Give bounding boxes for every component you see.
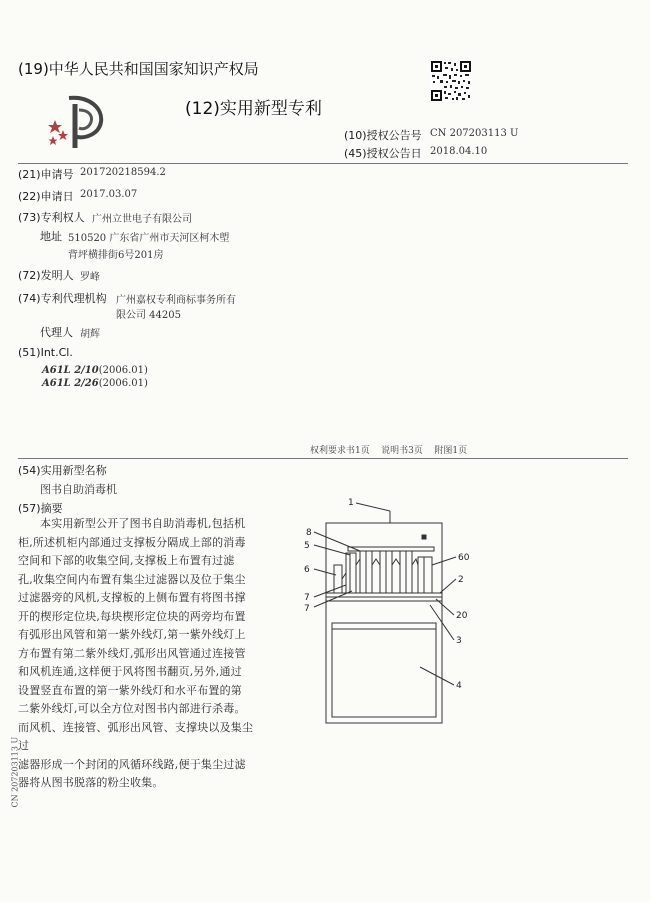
intcl-2-version: (2006.01) [98, 378, 148, 389]
abstract-text [18, 515, 258, 793]
abstract-line: 本实用新型公开了图书自助消毒机,包括机 [40, 517, 246, 530]
abstract-line: 有弧形出风管和第一紫外线灯,第一紫外线灯上 [18, 628, 246, 641]
agency-line-1: 广州嘉权专利商标事务所有 [116, 295, 236, 306]
abstract-line: 开的楔形定位块,每块楔形定位块的两旁均布置 [18, 609, 246, 623]
header-rule [18, 163, 628, 164]
abstract-line: 空间和下部的收集空间,支撑板上布置有过滤 [18, 554, 235, 567]
intcl-1-version: (2006.01) [98, 365, 148, 376]
fig-label-1: 1 [348, 498, 354, 508]
fig-label-7a: 7 [304, 593, 310, 603]
fig-label-6: 6 [304, 565, 310, 575]
agency-label: (74)专利代理机构 [18, 292, 107, 305]
fig-label-5: 5 [304, 541, 310, 551]
address-line-2: 背坪横排街6号201房 [68, 250, 164, 261]
pub-date-label: (45)授权公告日 [344, 147, 422, 160]
abstract-line: 孔,收集空间内布置有集尘过滤器以及位于集尘 [18, 572, 246, 586]
fig-label-4: 4 [456, 681, 462, 691]
fig-label-8: 8 [306, 528, 312, 538]
fig-label-3: 3 [456, 636, 462, 646]
document-type: (12)实用新型专利 [185, 99, 322, 119]
intcl-label: (51)Int.Cl. [18, 346, 73, 359]
app-no: 201720218594.2 [80, 167, 166, 178]
fig-label-60: 60 [458, 553, 470, 563]
qr-code [430, 60, 472, 102]
title-label: (54)实用新型名称 [18, 464, 107, 477]
intcl-1-code: A61L 2/10 [42, 365, 99, 376]
fig-label-7b: 7 [304, 604, 310, 614]
app-date: 2017.03.07 [80, 189, 138, 200]
abstract-label: (57)摘要 [18, 502, 63, 515]
patent-figure [290, 495, 490, 730]
fig-label-20: 20 [456, 611, 468, 621]
intcl-2-code: A61L 2/26 [42, 378, 99, 389]
pub-number-label: (10)授权公告号 [344, 129, 422, 142]
agent-label: 代理人 [40, 326, 73, 339]
utility-model-title: 图书自助消毒机 [40, 483, 117, 496]
abstract-line: 滤器形成一个封闭的风循环线路,便于集尘过滤 [18, 757, 246, 771]
collection-box [332, 623, 436, 717]
inventor: 罗峰 [80, 272, 100, 283]
address-label: 地址 [40, 230, 62, 243]
abstract-line: 和风机连通,这样便于风将图书翻页,另外,通过 [18, 665, 242, 678]
intcl-1 [42, 365, 148, 376]
intcl-2 [42, 378, 148, 389]
abstract-line: 过滤器旁的风机,支撑板的上侧布置有将图书撑 [18, 591, 246, 604]
figure-drawing [290, 495, 490, 730]
address-line-1: 510520 广东省广州市天河区柯木塱 [68, 233, 230, 244]
abstract-line: 柜,所述机柜内部通过支撑板分隔成上部的消毒 [18, 535, 246, 549]
page-counts: 权利要求书1页 说明书3页 附图1页 [310, 446, 468, 456]
abstract-line: 方布置有第二紫外线灯,弧形出风管通过连接管 [18, 646, 246, 660]
abstract-line: 而风机、连接管、弧形出风管、支撑块以及集尘过 [18, 720, 254, 752]
abstract-line: 器将从图书脱落的粉尘收集。 [18, 776, 164, 789]
cnipa-logo [45, 92, 107, 150]
abstract-line: 设置竖直布置的第一紫外线灯和水平布置的第 [18, 683, 242, 697]
patentee: 广州立世电子有限公司 [92, 214, 192, 225]
agent: 胡辉 [80, 329, 100, 340]
pub-date: 2018.04.10 [430, 146, 488, 157]
pub-number: CN 207203113 U [430, 128, 519, 139]
fig-label-2: 2 [458, 575, 464, 585]
mid-rule [18, 458, 628, 459]
agency-line-2: 限公司 44205 [116, 310, 181, 321]
abstract-line: 二紫外线灯,可以全方位对图书内部进行杀毒。 [18, 702, 246, 715]
side-pub-number: CN 207203113 U [10, 736, 20, 808]
patentee-label: (73)专利权人 [18, 211, 85, 224]
office-name: (19)中华人民共和国国家知识产权局 [18, 60, 259, 78]
app-date-label: (22)申请日 [18, 190, 74, 203]
app-no-label: (21)申请号 [18, 168, 74, 181]
inventor-label: (72)发明人 [18, 269, 74, 282]
